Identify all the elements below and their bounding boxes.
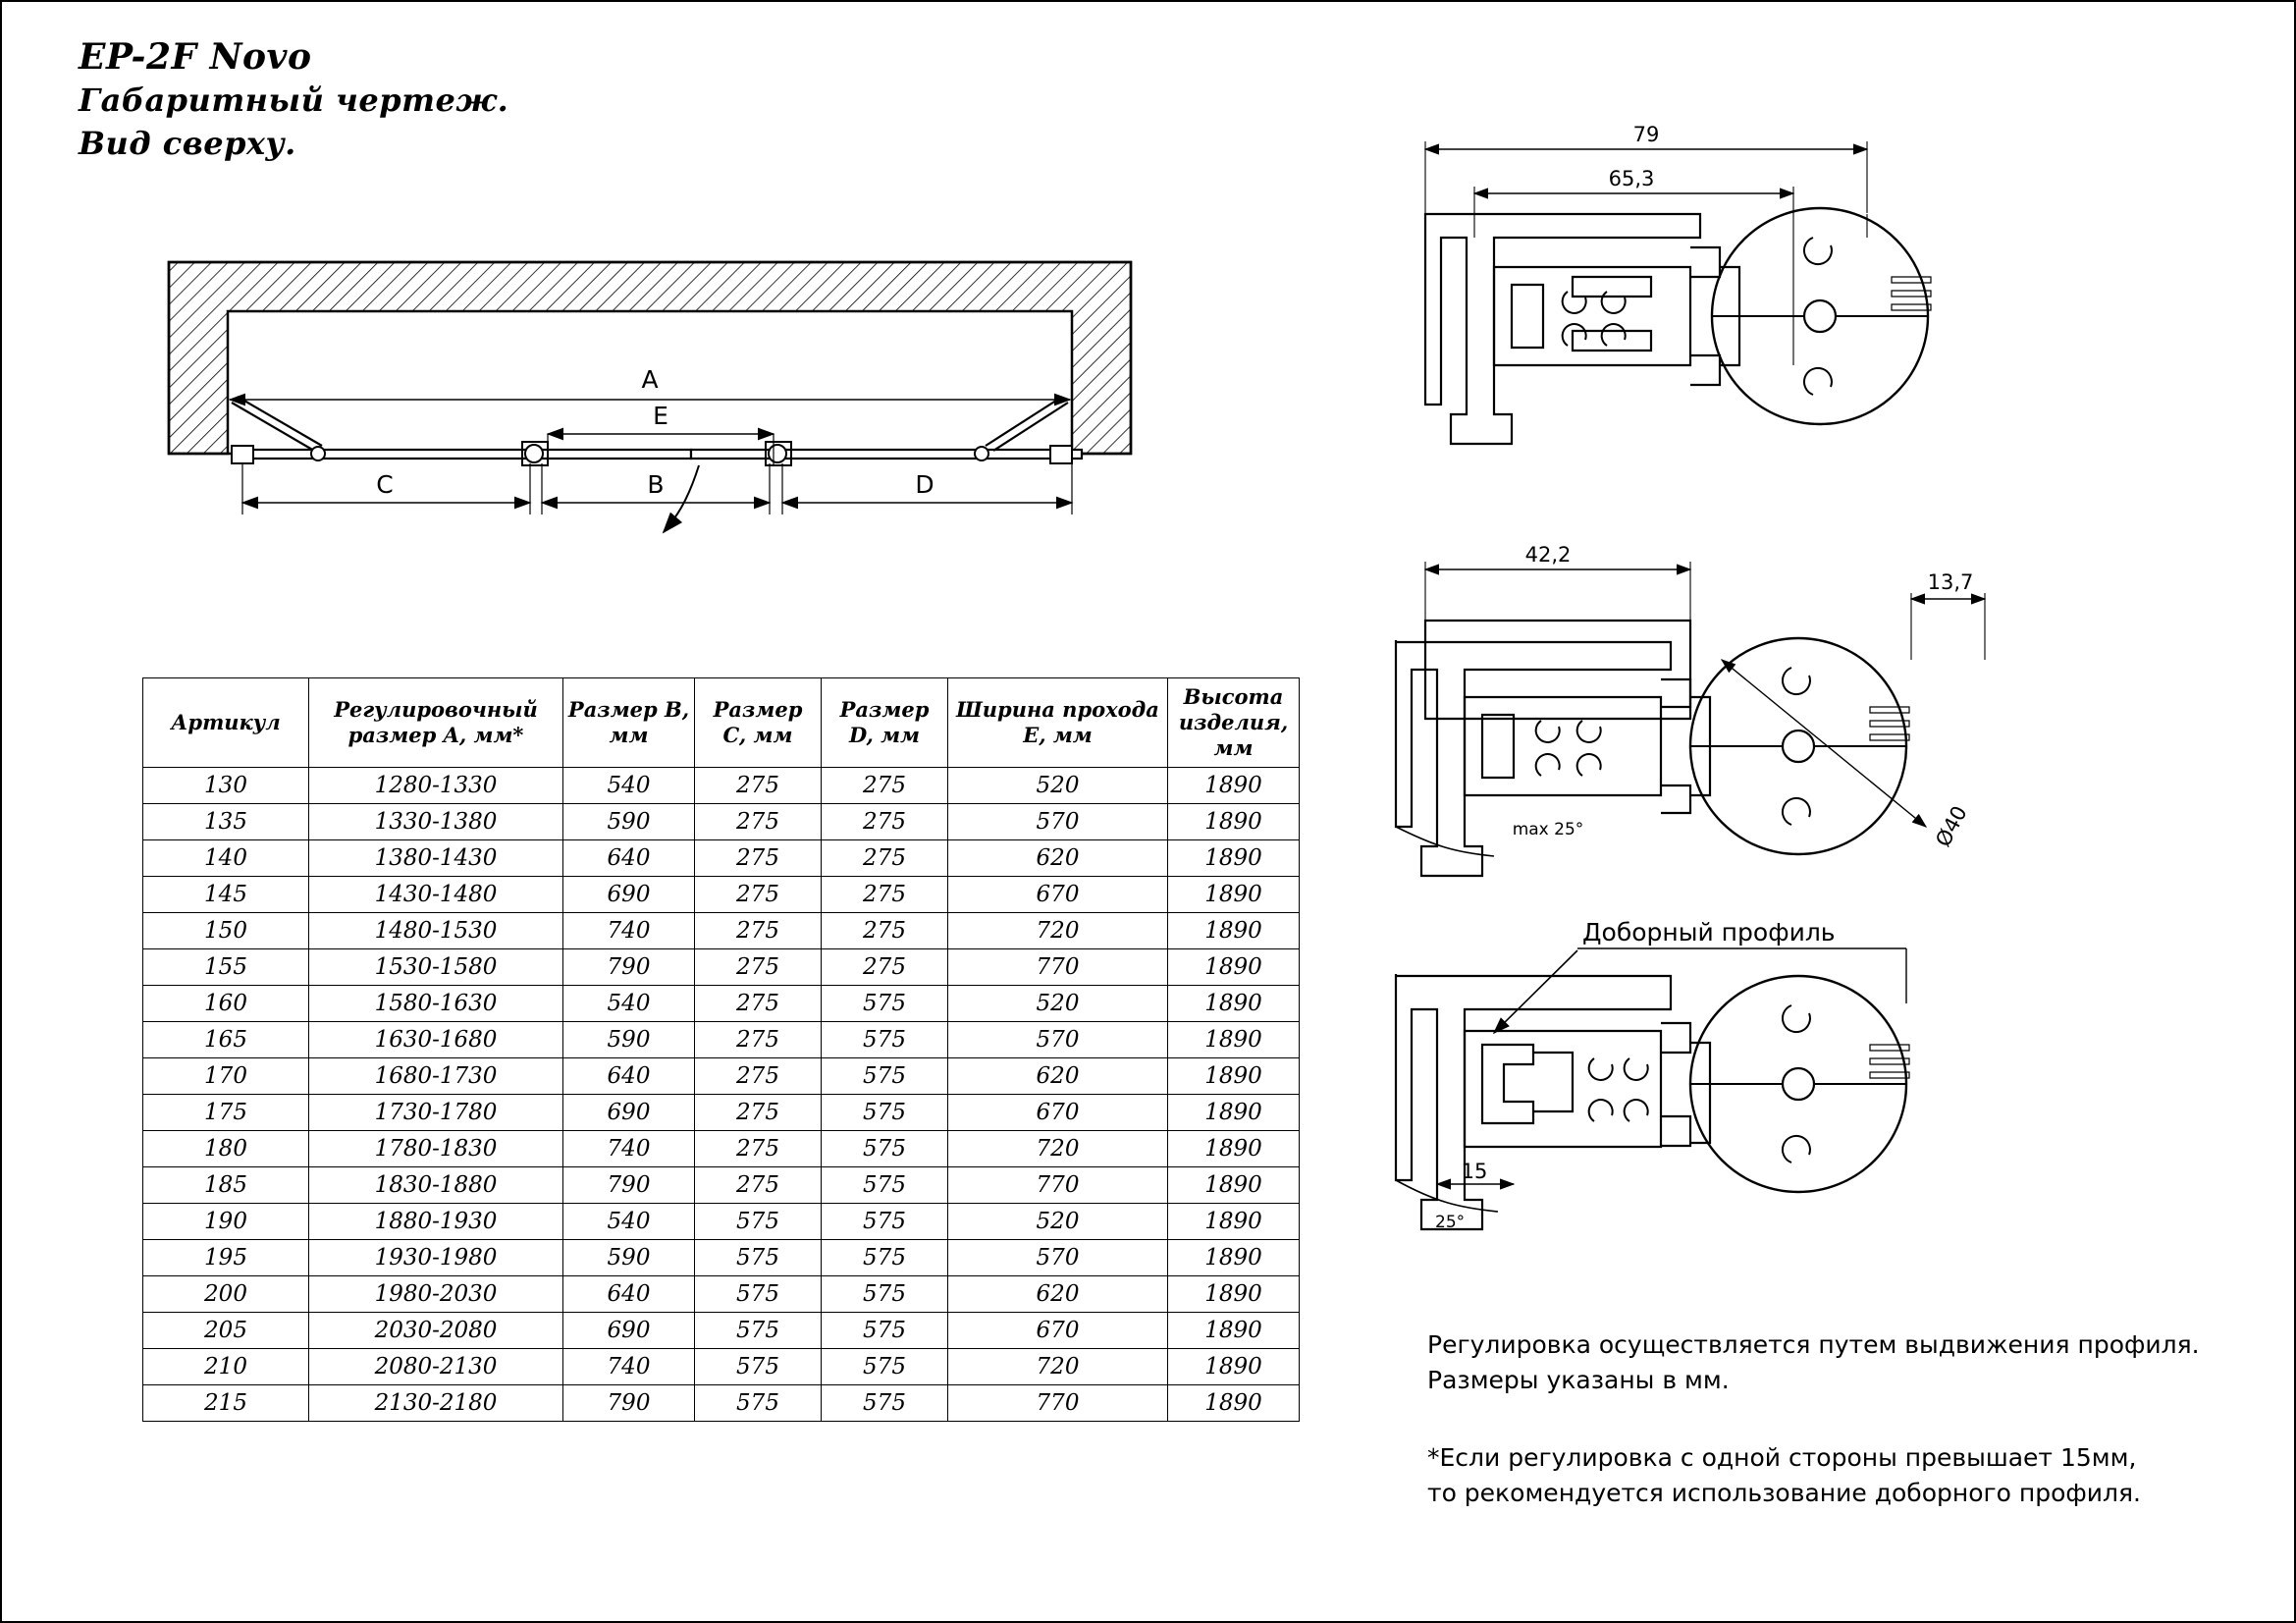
table-row <box>143 1022 1300 1058</box>
detail2-dim-422 <box>1425 543 1690 621</box>
note-adjustment <box>1427 1327 2200 1398</box>
dimension-B-label: B <box>647 470 665 499</box>
table-header-size-c: Размер C, мм <box>695 678 822 768</box>
table-cell: 170 <box>143 1058 309 1095</box>
table-cell: 2030-2080 <box>309 1313 563 1349</box>
table-cell: 720 <box>948 913 1168 949</box>
table-cell: 720 <box>948 1131 1168 1167</box>
table-cell: 1890 <box>1168 840 1300 877</box>
table-cell: 275 <box>822 913 948 949</box>
table-cell: 575 <box>822 1313 948 1349</box>
table-cell: 640 <box>563 1058 695 1095</box>
table-cell: 770 <box>948 1385 1168 1422</box>
table-cell: 570 <box>948 1022 1168 1058</box>
table-cell: 520 <box>948 1204 1168 1240</box>
table-cell: 1890 <box>1168 913 1300 949</box>
table-cell: 275 <box>695 1022 822 1058</box>
table-row <box>143 1131 1300 1167</box>
table-cell: 155 <box>143 949 309 986</box>
table-cell: 145 <box>143 877 309 913</box>
drawing-subtitle-2: Вид сверху. <box>79 125 296 162</box>
table-cell: 2080-2130 <box>309 1349 563 1385</box>
table-cell: 1830-1880 <box>309 1167 563 1204</box>
table-cell: 1890 <box>1168 1058 1300 1095</box>
top-view-drawing <box>149 257 1219 670</box>
table-cell: 670 <box>948 1095 1168 1131</box>
table-cell: 140 <box>143 840 309 877</box>
table-row <box>143 840 1300 877</box>
detail3-caption: Доборный профиль <box>1582 918 1836 947</box>
table-cell: 740 <box>563 913 695 949</box>
table-cell: 770 <box>948 1167 1168 1204</box>
table-cell: 275 <box>695 877 822 913</box>
table-cell: 1890 <box>1168 1276 1300 1313</box>
table-cell: 570 <box>948 804 1168 840</box>
table-cell: 275 <box>822 840 948 877</box>
table-header-height: Высота изделия, мм <box>1168 678 1300 768</box>
table-row <box>143 877 1300 913</box>
note-footnote <box>1427 1440 2141 1511</box>
detail2-dim-137-label: 13,7 <box>1927 570 1974 594</box>
table-row <box>143 1095 1300 1131</box>
table-cell: 1780-1830 <box>309 1131 563 1167</box>
profile-detail-1 <box>1396 120 2083 513</box>
table-cell: 175 <box>143 1095 309 1131</box>
title-block <box>79 35 508 165</box>
detail2-diameter-label: Ø40 <box>1931 801 1972 851</box>
table-header-row <box>143 678 1300 768</box>
table-cell: 180 <box>143 1131 309 1167</box>
table-row <box>143 1204 1300 1240</box>
table-cell: 690 <box>563 1313 695 1349</box>
table-cell: 790 <box>563 1385 695 1422</box>
table-cell: 670 <box>948 877 1168 913</box>
table-cell: 1480-1530 <box>309 913 563 949</box>
table-cell: 160 <box>143 986 309 1022</box>
table-cell: 1890 <box>1168 1385 1300 1422</box>
table-cell: 1890 <box>1168 1095 1300 1131</box>
table-cell: 1890 <box>1168 1204 1300 1240</box>
table-cell: 275 <box>822 877 948 913</box>
table-cell: 575 <box>695 1204 822 1240</box>
table-cell: 275 <box>695 1167 822 1204</box>
table-cell: 150 <box>143 913 309 949</box>
table-cell: 190 <box>143 1204 309 1240</box>
table-cell: 575 <box>695 1276 822 1313</box>
table-cell: 770 <box>948 949 1168 986</box>
table-row <box>143 1167 1300 1204</box>
table-cell: 520 <box>948 986 1168 1022</box>
note-footnote-line2: то рекомендуется использование доборного профиля. <box>1427 1479 2141 1507</box>
profile-detail-3 <box>1376 915 2103 1278</box>
table-cell: 690 <box>563 877 695 913</box>
table-cell: 275 <box>822 804 948 840</box>
detail3-round-profile <box>1690 976 1909 1192</box>
table-cell: 575 <box>822 1058 948 1095</box>
table-cell: 690 <box>563 1095 695 1131</box>
table-cell: 1890 <box>1168 1313 1300 1349</box>
table-cell: 1890 <box>1168 949 1300 986</box>
table-cell: 620 <box>948 1058 1168 1095</box>
table-cell: 575 <box>695 1240 822 1276</box>
detail1-dim-653-label: 65,3 <box>1608 167 1655 190</box>
table-cell: 185 <box>143 1167 309 1204</box>
detail2-hooks <box>1536 721 1601 776</box>
table-cell: 590 <box>563 1240 695 1276</box>
table-cell: 540 <box>563 986 695 1022</box>
table-row <box>143 1313 1300 1349</box>
table-cell: 135 <box>143 804 309 840</box>
table-cell: 1430-1480 <box>309 877 563 913</box>
detail2-dim-422-label: 42,2 <box>1524 543 1572 567</box>
detail2-round-profile <box>1690 638 1972 854</box>
table-row <box>143 1349 1300 1385</box>
table-cell: 575 <box>822 1276 948 1313</box>
table-cell: 275 <box>695 768 822 804</box>
table-cell: 1330-1380 <box>309 804 563 840</box>
table-cell: 275 <box>695 986 822 1022</box>
note-footnote-line1: *Если регулировка с одной стороны превышает 15мм, <box>1427 1443 2137 1472</box>
table-cell: 740 <box>563 1349 695 1385</box>
table-row <box>143 1058 1300 1095</box>
table-cell: 1890 <box>1168 1167 1300 1204</box>
table-cell: 1890 <box>1168 1022 1300 1058</box>
drawing-subtitle-1: Габаритный чертеж. <box>79 81 509 119</box>
detail2-angle-label: max 25° <box>1512 820 1584 839</box>
table-cell: 790 <box>563 949 695 986</box>
dimension-D <box>782 463 1072 514</box>
dimension-A <box>230 365 1070 400</box>
table-cell: 275 <box>695 1131 822 1167</box>
table-cell: 575 <box>822 986 948 1022</box>
table-cell: 1730-1780 <box>309 1095 563 1131</box>
table-cell: 590 <box>563 1022 695 1058</box>
table-cell: 200 <box>143 1276 309 1313</box>
table-cell: 275 <box>822 949 948 986</box>
table-cell: 1980-2030 <box>309 1276 563 1313</box>
table-cell: 1380-1430 <box>309 840 563 877</box>
swing-leaves <box>232 397 1068 451</box>
detail3-leader <box>1494 950 1577 1033</box>
table-cell: 1530-1580 <box>309 949 563 986</box>
table-cell: 275 <box>695 804 822 840</box>
table-cell: 275 <box>822 768 948 804</box>
detail3-angle-label: 25° <box>1435 1213 1466 1232</box>
table-cell: 575 <box>822 1131 948 1167</box>
table-header-passage-e: Ширина прохода E, мм <box>948 678 1168 768</box>
table-cell: 1680-1730 <box>309 1058 563 1095</box>
detail1-dim-79-label: 79 <box>1632 123 1660 146</box>
note-adjustment-line2: Размеры указаны в мм. <box>1427 1366 1730 1394</box>
open-direction-arrow <box>664 465 699 532</box>
table-cell: 620 <box>948 1276 1168 1313</box>
table-header-article: Артикул <box>143 678 309 768</box>
table-cell: 130 <box>143 768 309 804</box>
table-cell: 1890 <box>1168 1349 1300 1385</box>
detail3-hooks <box>1589 1058 1648 1121</box>
table-cell: 575 <box>822 1022 948 1058</box>
table-cell: 215 <box>143 1385 309 1422</box>
table-cell: 1890 <box>1168 1131 1300 1167</box>
table-cell: 575 <box>695 1349 822 1385</box>
dimension-C <box>242 463 530 514</box>
table-cell: 620 <box>948 840 1168 877</box>
table-cell: 165 <box>143 1022 309 1058</box>
detail3-profile-body <box>1396 974 1710 1229</box>
specification-table <box>142 677 1300 1422</box>
table-cell: 720 <box>948 1349 1168 1385</box>
table-row <box>143 986 1300 1022</box>
table-row <box>143 804 1300 840</box>
table-cell: 2130-2180 <box>309 1385 563 1422</box>
dimension-A-label: A <box>641 365 659 394</box>
table-cell: 195 <box>143 1240 309 1276</box>
table-cell: 575 <box>695 1313 822 1349</box>
table-cell: 1890 <box>1168 986 1300 1022</box>
table-cell: 1930-1980 <box>309 1240 563 1276</box>
table-cell: 570 <box>948 1240 1168 1276</box>
table-cell: 670 <box>948 1313 1168 1349</box>
dimension-C-label: C <box>376 470 394 499</box>
table-cell: 575 <box>822 1095 948 1131</box>
detail3-dim-15-label: 15 <box>1461 1160 1488 1183</box>
table-cell: 575 <box>822 1349 948 1385</box>
table-cell: 540 <box>563 768 695 804</box>
detail1-round-profile <box>1712 208 1931 424</box>
table-cell: 210 <box>143 1349 309 1385</box>
profile-detail-2 <box>1376 532 2103 915</box>
table-cell: 1890 <box>1168 768 1300 804</box>
dimension-D-label: D <box>915 470 934 499</box>
table-cell: 575 <box>822 1204 948 1240</box>
table-header-size-a: Регулировочный размер A, мм* <box>309 678 563 768</box>
table-cell: 275 <box>695 840 822 877</box>
table-cell: 275 <box>695 1058 822 1095</box>
table-cell: 575 <box>695 1385 822 1422</box>
dimension-B <box>542 463 770 514</box>
table-cell: 740 <box>563 1131 695 1167</box>
table-cell: 275 <box>695 1095 822 1131</box>
note-adjustment-line1: Регулировка осуществляется путем выдвижения профиля. <box>1427 1330 2200 1359</box>
table-cell: 1280-1330 <box>309 768 563 804</box>
table-cell: 1890 <box>1168 1240 1300 1276</box>
table-cell: 1630-1680 <box>309 1022 563 1058</box>
table-cell: 1890 <box>1168 804 1300 840</box>
table-cell: 1890 <box>1168 877 1300 913</box>
table-cell: 640 <box>563 1276 695 1313</box>
table-cell: 205 <box>143 1313 309 1349</box>
table-row <box>143 1385 1300 1422</box>
table-cell: 1880-1930 <box>309 1204 563 1240</box>
table-cell: 575 <box>822 1240 948 1276</box>
table-cell: 640 <box>563 840 695 877</box>
detail3-dim-15 <box>1437 1160 1514 1184</box>
table-cell: 790 <box>563 1167 695 1204</box>
table-cell: 1580-1630 <box>309 986 563 1022</box>
table-row <box>143 913 1300 949</box>
table-header-size-b: Размер B, мм <box>563 678 695 768</box>
table-cell: 575 <box>822 1385 948 1422</box>
dimension-E-label: E <box>653 402 668 430</box>
table-cell: 520 <box>948 768 1168 804</box>
wall-outline <box>169 262 1131 454</box>
table-row <box>143 768 1300 804</box>
drawing-title: EP-2F Novo <box>79 36 312 78</box>
table-cell: 275 <box>695 949 822 986</box>
table-row <box>143 949 1300 986</box>
detail2-dim-137 <box>1911 570 1985 660</box>
table-row <box>143 1276 1300 1313</box>
table-cell: 540 <box>563 1204 695 1240</box>
table-cell: 590 <box>563 804 695 840</box>
table-row <box>143 1240 1300 1276</box>
table-cell: 575 <box>822 1167 948 1204</box>
table-cell: 275 <box>695 913 822 949</box>
table-header-size-d: Размер D, мм <box>822 678 948 768</box>
door-panels <box>240 450 1082 459</box>
